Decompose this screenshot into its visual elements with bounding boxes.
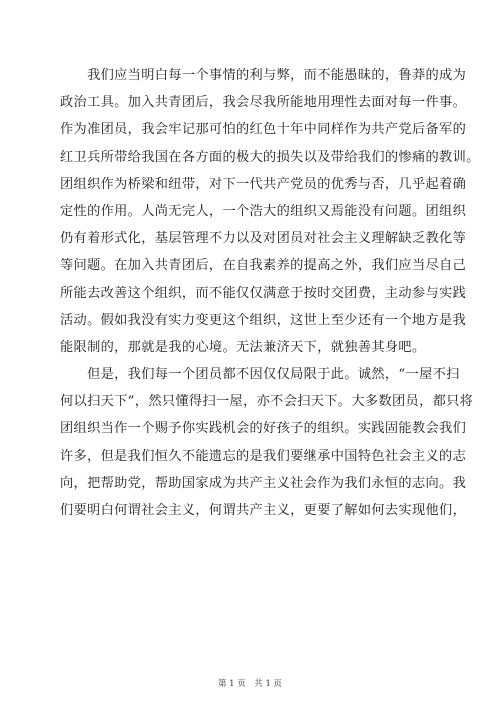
text-line-4: 红卫兵所带给我国在各方面的极大的损失以及带给我们的惨痛的教训。 <box>60 149 480 165</box>
text-line-11: 能限制的，那就是我的心境。无法兼济天下，就独善其身吧。 <box>60 339 426 355</box>
text-line-2: 政治工具。加入共青团后，我会尽我所能地用理性去面对每一件事。 <box>60 95 467 111</box>
text-line-7: 仍有着形式化，基层管理不力以及对团员对社会主义理解缺乏教化等 <box>60 231 467 247</box>
text-line-9: 所能去改善这个组织，而不能仅仅满意于按时交团费，主动参与实践 <box>60 285 467 301</box>
text-line-14: 团组织当作一个赐予你实践机会的好孩子的组织。实践固能教会我们 <box>60 421 467 437</box>
text-line-13: 何以扫天下”，然只懂得扫一屋，亦不会扫天下。大多数团员，都只将 <box>60 394 474 410</box>
text-line-12: 但是，我们每一个团员都不因仅仅局限于此。诚然，“一屋不扫 <box>60 367 460 383</box>
text-line-5: 团组织作为桥梁和纽带，对下一代共产党员的优秀与否，几乎起着确 <box>60 176 467 192</box>
body-text <box>60 62 480 524</box>
text-line-1: 我们应当明白每一个事情的利与弊，而不能愚昧的，鲁莽的成为 <box>60 68 467 83</box>
text-line-10: 活动。假如我没有实力变更这个组织，这世上至少还有一个地方是我 <box>60 312 467 328</box>
text-line-15: 许多，但是我们恒久不能遗忘的是我们要继承中国特色社会主义的志 <box>60 448 467 464</box>
text-line-16: 向，把帮助党，帮助国家成为共产主义社会作为我们永恒的志向。我 <box>60 475 467 491</box>
page-footer: 第 1 页 共 1 页 <box>217 679 283 689</box>
text-line-3: 作为准团员，我会牢记那可怕的红色十年中同样作为共产党后备军的 <box>60 122 467 138</box>
text-line-8: 等问题。在加入共青团后，在自我素养的提高之外，我们应当尽自己 <box>60 258 467 274</box>
text-line-17: 们要明白何谓社会主义，何谓共产主义，更要了解如何去实现他们， <box>60 503 467 518</box>
text-line-6: 定性的作用。人尚无完人，一个浩大的组织又焉能没有问题。团组织 <box>60 203 467 219</box>
